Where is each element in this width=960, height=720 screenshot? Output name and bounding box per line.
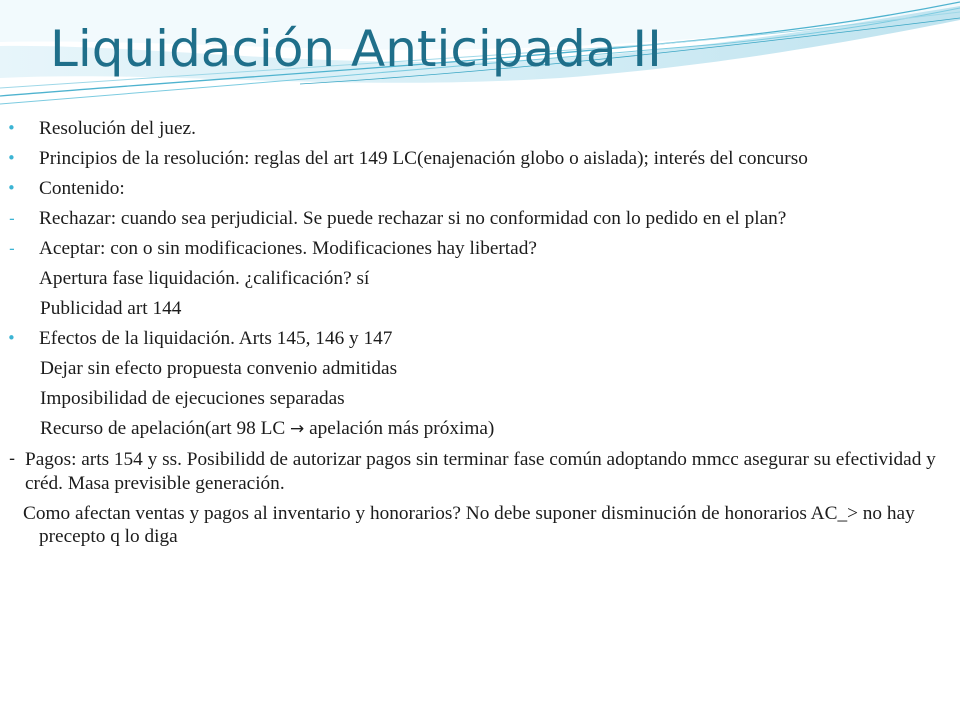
right-arrow-icon: → [290, 419, 305, 439]
dash-marker: - [9, 239, 15, 258]
recurso-text-after: apelación más próxima) [304, 418, 495, 439]
list-item-principios [0, 147, 960, 171]
list-item-text: Aceptar: con o sin modificaciones. Modificaciones hay libertad? [39, 238, 537, 259]
recurso-text-before: Recurso de apelación(art 98 LC [40, 418, 291, 439]
list-item-text: Apertura fase liquidación. ¿calificación? sí [39, 268, 370, 289]
list-item-text: Resolución del juez. [39, 118, 196, 139]
bullet-marker: • [7, 179, 16, 197]
list-item-text: Principios de la resolución: reglas del art 149 LC(enajenación globo o aislada); interés del concurso [39, 148, 808, 169]
list-item-contenido [0, 177, 960, 201]
bullet-marker: • [7, 149, 16, 167]
bullet-marker: • [7, 329, 16, 347]
list-item-imposibilidad [0, 387, 960, 411]
list-item-aceptar [0, 237, 960, 261]
dash-marker: - [9, 209, 15, 228]
list-item-dejar [0, 357, 960, 381]
slide-content [0, 117, 960, 555]
list-item-text: Rechazar: cuando sea perjudicial. Se puede rechazar si no conformidad con lo pedido en el plan? [39, 208, 787, 229]
list-item-text: Efectos de la liquidación. Arts 145, 146 y 147 [39, 328, 393, 349]
list-item-text: Dejar sin efecto propuesta convenio admitidas [40, 358, 398, 379]
list-item-text: Imposibilidad de ejecuciones separadas [40, 388, 345, 409]
list-item-publicidad [0, 297, 960, 321]
list-item-efectos [0, 327, 960, 351]
list-item-recurso [0, 417, 960, 442]
list-item-text: Publicidad art 144 [40, 298, 182, 319]
list-item-text: Como afectan ventas y pagos al inventario y honorarios? No debe suponer disminución de honorarios AC_> no hay precepto q lo diga [23, 502, 915, 547]
list-item-afectan [0, 502, 960, 549]
bullet-marker: • [7, 119, 16, 137]
list-item-rechazar [0, 207, 960, 231]
list-item-pagos [0, 448, 960, 495]
list-item-text: Contenido: [39, 178, 125, 199]
list-item-apertura [0, 267, 960, 291]
list-item-resolucion [0, 117, 960, 141]
list-item-text: Pagos: arts 154 y ss. Posibilidd de autorizar pagos sin terminar fase común adoptando mmcc asegurar su efectividad y créd. Masa previsible generación. [25, 449, 936, 494]
list-item-text [40, 417, 960, 442]
slide-title: Liquidación Anticipada II [50, 20, 662, 78]
dash-marker: - [9, 449, 16, 469]
